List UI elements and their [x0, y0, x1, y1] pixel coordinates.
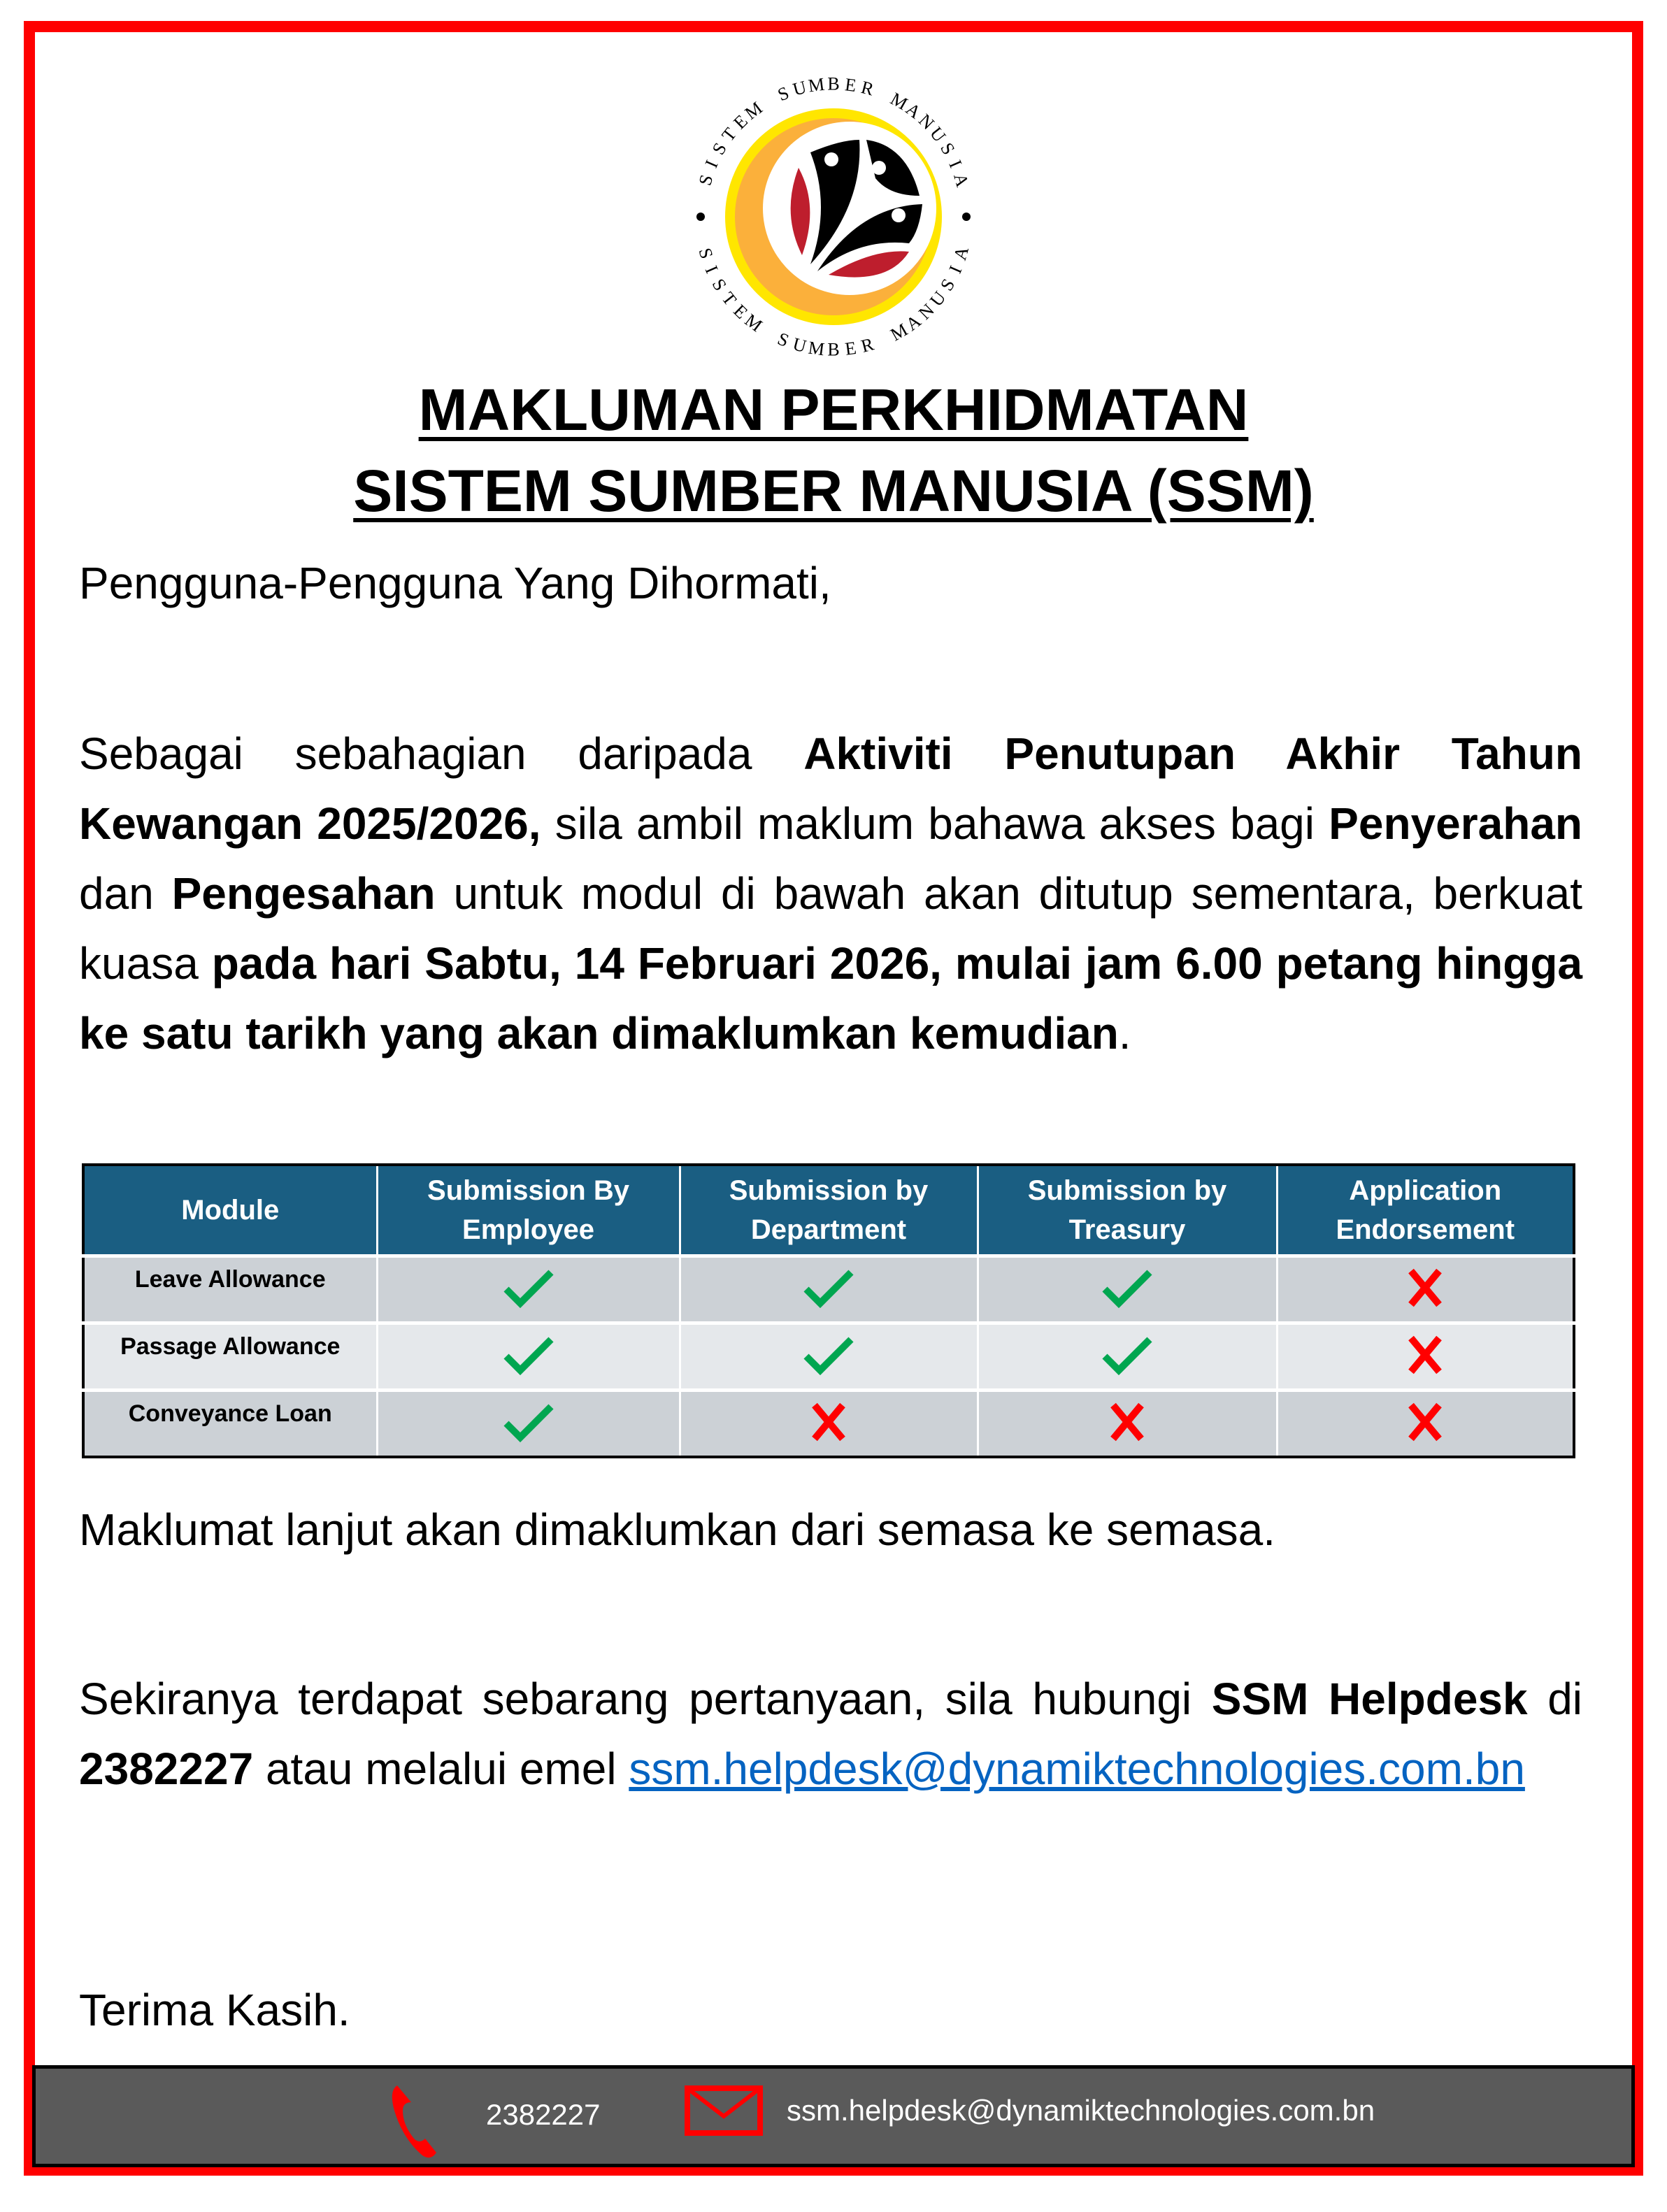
module-name: Leave Allowance — [83, 1256, 377, 1323]
header-endorsement: Application Endorsement — [1277, 1165, 1574, 1256]
logo-ring-letter: S — [775, 82, 792, 106]
check-icon — [801, 1267, 857, 1309]
logo-ring-letter: B — [827, 73, 840, 94]
table-row — [83, 1256, 1574, 1323]
logo-ring-letter: E — [843, 337, 858, 359]
check-icon — [501, 1334, 557, 1376]
logo-ring-letter: E — [729, 300, 752, 323]
logo-ring-letter: B — [827, 339, 840, 360]
check-icon — [1099, 1267, 1155, 1309]
logo-ring-letter: A — [950, 244, 973, 263]
cross-icon — [1404, 1267, 1446, 1309]
logo-ring-letter: A — [950, 171, 973, 189]
status-cell — [377, 1390, 680, 1457]
logo-ring-letter: S — [936, 139, 959, 159]
notice-paragraph: Sebagai sebahagian daripada Aktiviti Penutupan Akhir Tahun Kewangan 2025/2026, sila ambil maklum bahawa akses bagi Penyerahan dan Pengesahan untuk modul di bawah akan ditutup sementara, berkuat kuasa pada hari Sabtu, 14 Februari 2026, mulai jam 6.00 petang hingga ke satu tarikh yang akan dimaklumkan kemudian. — [79, 728, 1583, 1058]
cross-icon — [1404, 1334, 1446, 1376]
status-cell — [978, 1390, 1277, 1457]
status-cell — [377, 1323, 680, 1390]
logo-ring-letter: S — [694, 172, 717, 188]
module-access-table — [82, 1163, 1575, 1458]
logo-ring-letter: S — [708, 139, 731, 159]
logo-ring-letter: I — [701, 262, 722, 277]
logo-ring-letter: M — [741, 310, 766, 336]
logo-ring-letter: A — [902, 99, 925, 123]
logo-ring-letter: U — [926, 287, 950, 310]
logo-ring-letter: N — [915, 110, 938, 134]
greeting: Pengguna-Pengguna Yang Dihormati, — [79, 558, 831, 608]
header-department: Submission by Department — [680, 1165, 978, 1256]
table-row — [83, 1323, 1574, 1390]
logo-ring-letter: A — [902, 310, 925, 335]
logo-ring-letter: U — [790, 76, 809, 100]
status-cell — [978, 1323, 1277, 1390]
logo-ring-letter: U — [926, 123, 950, 146]
module-name: Passage Allowance — [83, 1323, 377, 1390]
logo-ring-letter: I — [945, 157, 966, 171]
contact-paragraph: Sekiranya terdapat sebarang pertanyaan, sila hubungi SSM Helpdesk di 2382227 atau melalui emel ssm.helpdesk@dynamiktechnologies.com.bn — [79, 1674, 1583, 1794]
status-cell — [680, 1390, 978, 1457]
status-cell — [1277, 1256, 1574, 1323]
check-icon — [1099, 1334, 1155, 1376]
logo-ring-letter: M — [741, 97, 766, 124]
status-cell — [680, 1256, 978, 1323]
logo-ring-letter: T — [717, 288, 741, 310]
status-cell — [978, 1256, 1277, 1323]
logo-ring-letter: I — [701, 157, 722, 171]
logo-ring-letter: T — [717, 124, 741, 145]
check-icon — [501, 1267, 557, 1309]
phone-icon — [389, 2083, 473, 2160]
logo-ring-letter: M — [887, 319, 912, 345]
logo-dot — [962, 213, 971, 221]
info-text: Maklumat lanjut akan dimaklumkan dari semasa ke semasa. — [79, 1504, 1275, 1555]
logo-ring-letter: U — [790, 333, 809, 357]
header-treasury: Submission by Treasury — [978, 1165, 1277, 1256]
cross-icon — [1404, 1401, 1446, 1443]
closing-text: Terima Kasih. — [79, 1985, 350, 2035]
logo-ring-letter: M — [807, 73, 826, 96]
mail-icon — [685, 2085, 763, 2136]
logo-ring-letter: S — [694, 245, 717, 261]
logo-ring-letter: M — [807, 337, 826, 360]
header-employee: Submission By Employee — [377, 1165, 680, 1256]
logo-ring-letter: S — [936, 275, 959, 294]
footer-email: ssm.helpdesk@dynamiktechnologies.com.bn — [787, 2094, 1375, 2127]
title-line-1: MAKLUMAN PERKHIDMATAN — [418, 377, 1249, 443]
helpdesk-email-link[interactable]: ssm.helpdesk@dynamiktechnologies.com.bn — [629, 1744, 1525, 1794]
cross-icon — [808, 1401, 850, 1443]
module-name: Conveyance Loan — [83, 1390, 377, 1457]
logo-ring-letter: R — [859, 333, 876, 357]
check-icon — [801, 1334, 857, 1376]
logo-ring-letter: S — [775, 328, 792, 352]
status-cell — [1277, 1390, 1574, 1457]
table-row — [83, 1390, 1574, 1457]
footer-phone: 2382227 — [486, 2098, 601, 2131]
logo-ring-letter: M — [887, 88, 912, 115]
cross-icon — [1106, 1401, 1148, 1443]
ssm-logo — [676, 63, 991, 371]
logo-ring-letter: E — [729, 110, 752, 134]
logo-ring-letter: R — [859, 77, 876, 100]
logo-ring-letter: E — [843, 74, 858, 96]
check-icon — [501, 1401, 557, 1443]
header-module: Module — [83, 1165, 377, 1256]
title-line-2: SISTEM SUMBER MANUSIA (SSM) — [353, 458, 1314, 524]
status-cell — [1277, 1323, 1574, 1390]
footer-contact-bar — [32, 2065, 1635, 2167]
status-cell — [680, 1323, 978, 1390]
logo-emblem — [730, 113, 937, 320]
status-cell — [377, 1256, 680, 1323]
logo-ring-letter: I — [945, 262, 966, 277]
logo-ring-letter: S — [708, 275, 731, 294]
logo-dot — [696, 213, 705, 221]
logo-ring-letter: N — [915, 299, 938, 324]
